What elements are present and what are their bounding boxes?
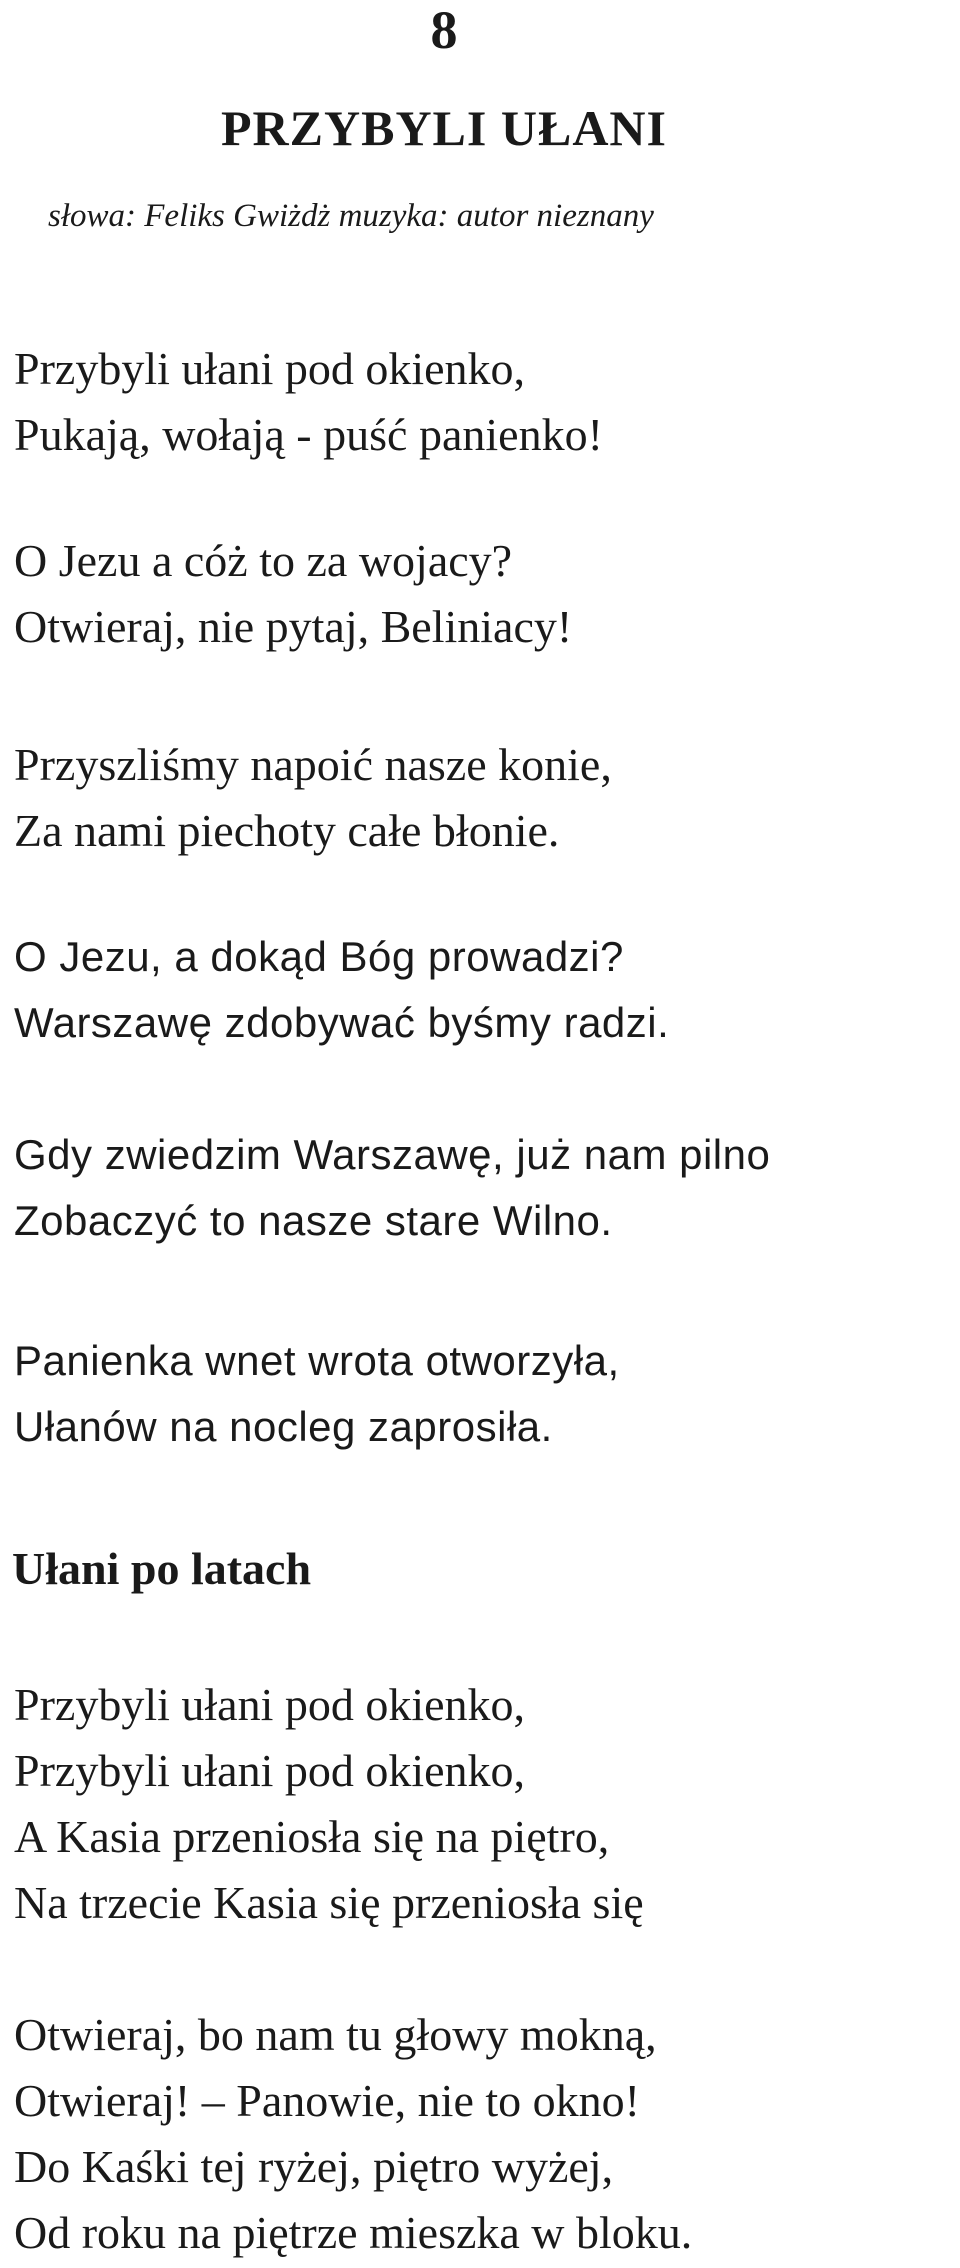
stanza-line: Przybyli ułani pod okienko, [14, 343, 526, 394]
stanza-line: Od roku na piętrze mieszka w bloku. [14, 2207, 693, 2258]
stanza-7 [14, 1672, 644, 1936]
stanza-line: O Jezu, a dokąd Bóg prowadzi? [14, 933, 624, 980]
stanza-1 [14, 336, 603, 468]
stanza-line: Warszawę zdobywać byśmy radzi. [14, 999, 670, 1046]
stanza-5 [14, 1122, 770, 1254]
stanza-4 [14, 924, 669, 1056]
stanza-line: Panienka wnet wrota otworzyła, [14, 1337, 620, 1384]
stanza-6 [14, 1328, 620, 1460]
song-title: PRZYBYLI UŁANI [220, 100, 667, 156]
stanza-line: Otwieraj! – Panowie, nie to okno! [14, 2075, 640, 2126]
stanza-3 [14, 732, 612, 864]
stanza-line: Przyszliśmy napoić nasze konie, [14, 739, 612, 790]
stanza-line: Ułanów na nocleg zaprosiła. [14, 1403, 553, 1450]
stanza-line: Otwieraj, bo nam tu głowy mokną, [14, 2009, 657, 2060]
song-credits: słowa: Feliks Gwiżdż muzyka: autor nieznany [48, 198, 654, 234]
page-number: 8 [430, 0, 458, 60]
stanza-line: Przybyli ułani pod okienko, [14, 1679, 526, 1730]
stanza-line: Otwieraj, nie pytaj, Beliniacy! [14, 601, 573, 652]
stanza-line: O Jezu a cóż to za wojacy? [14, 535, 513, 586]
stanza-line: Za nami piechoty całe błonie. [14, 805, 560, 856]
stanza-line: Zobaczyć to nasze stare Wilno. [14, 1197, 613, 1244]
stanza-2 [14, 528, 572, 660]
section-heading: Ułani po latach [12, 1543, 312, 1594]
stanza-line: Do Kaśki tej ryżej, piętro wyżej, [14, 2141, 614, 2192]
stanza-line: Na trzecie Kasia się przeniosła się [14, 1877, 644, 1928]
stanza-line: Przybyli ułani pod okienko, [14, 1745, 526, 1796]
stanza-line: Pukają, wołają - puść panienko! [14, 409, 603, 460]
stanza-line: Gdy zwiedzim Warszawę, już nam pilno [14, 1131, 771, 1178]
stanza-8 [14, 2002, 692, 2266]
stanza-line: A Kasia przeniosła się na piętro, [14, 1811, 610, 1862]
